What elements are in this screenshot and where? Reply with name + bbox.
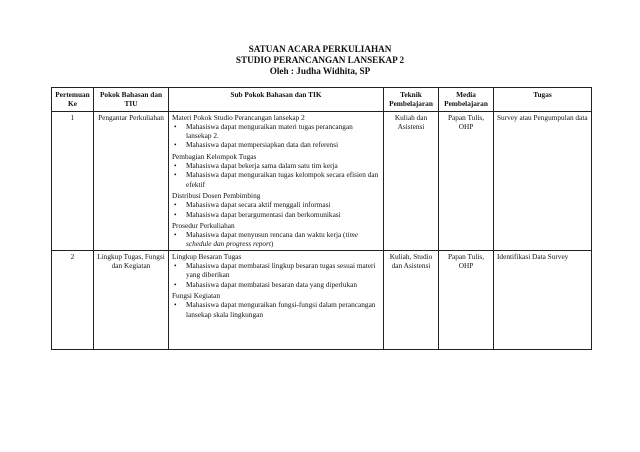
- topic-group: [172, 291, 380, 319]
- list-item: • Mahasiswa dapat menyusun rencana dan waktu kerja (time schedule dan progress report): [174, 230, 359, 249]
- topic-group: [172, 152, 380, 189]
- bullet-icon: •: [174, 200, 177, 210]
- bullet-icon: •: [174, 209, 177, 219]
- topic-title: Pembagian Kelompok Tugas: [172, 151, 257, 161]
- col-header-sub-pokok: Sub Pokok Bahasan dan TIK: [169, 88, 384, 112]
- syllabus-table: [51, 87, 592, 350]
- bullet-icon: •: [174, 279, 177, 289]
- col-header-tugas: Tugas: [494, 88, 592, 112]
- header-author: Oleh : Judha Widhita, SP: [269, 66, 371, 76]
- cell-pokok-bahasan: Lingkup Tugas, Fungsi dan Kegiatan: [94, 250, 169, 349]
- cell-sub-pokok: [169, 250, 384, 349]
- list-item: • Mahasiswa dapat membatasi besaran data yang diperlukan: [174, 279, 358, 289]
- topic-group: [172, 221, 380, 249]
- cell-sub-pokok: [169, 111, 384, 250]
- bullet-icon: •: [174, 140, 177, 150]
- list-item: • Mahasiswa dapat menguraikan materi tugas perancangan lansekap 2.: [174, 121, 353, 141]
- col-header-pokok-bahasan: Pokok Bahasan dan TIU: [94, 88, 169, 112]
- topic-title: Prosedur Perkuliahan: [172, 220, 235, 230]
- list-item: • Mahasiswa dapat mempersiapkan data dan referensi: [174, 140, 339, 150]
- cell-teknik: Kuliah dan Asistensi: [384, 111, 439, 250]
- topic-group: [172, 113, 380, 150]
- list-item: • Mahasiswa dapat bekerja sama dalam satu tim kerja: [174, 161, 338, 171]
- cell-pokok-bahasan: Pengantar Perkuliahan: [94, 111, 169, 250]
- bullet-icon: •: [174, 300, 177, 310]
- list-item: • Mahasiswa dapat secara aktif menggali informasi: [174, 200, 331, 210]
- bullet-icon: •: [174, 121, 177, 131]
- cell-pertemuan: 2: [52, 250, 94, 349]
- topic-title: Lingkup Besaran Tugas: [172, 251, 242, 261]
- cell-tugas: Identifikasi Data Survey: [494, 250, 592, 349]
- bullet-icon: •: [174, 161, 177, 171]
- topic-title: Distribusi Dosen Pembimbing: [172, 190, 261, 200]
- topic-title: Fungsi Kegiatan: [172, 290, 221, 300]
- cell-media: Papan Tulis, OHP: [439, 250, 494, 349]
- cell-media: Papan Tulis, OHP: [439, 111, 494, 250]
- bullet-icon: •: [174, 170, 177, 180]
- list-item: • Mahasiswa dapat berargumentasi dan berkomunikasi: [174, 209, 341, 219]
- cell-pertemuan: 1: [52, 111, 94, 250]
- cell-tugas: Survey atau Pengumpulan data: [494, 111, 592, 250]
- document-header: [0, 44, 640, 77]
- col-header-pertemuan: Pertemuan Ke: [52, 88, 94, 112]
- col-header-teknik: Teknik Pembelajaran: [384, 88, 439, 112]
- list-item: • Mahasiswa dapat menguraikan tugas kelompok secara efisien dan efektif: [174, 170, 379, 189]
- table-row: [52, 250, 592, 349]
- table-row: [52, 111, 592, 250]
- topic-title: Materi Pokok Studio Perancangan lansekap 2: [172, 112, 305, 122]
- bullet-icon: •: [174, 230, 177, 240]
- cell-teknik: Kuliah, Studio dan Asistensi: [384, 250, 439, 349]
- header-course: STUDIO PERANCANGAN LANSEKAP 2: [235, 55, 405, 65]
- topic-group: [172, 252, 380, 289]
- list-item: • Mahasiswa dapat menguraikan fungsi-fungsi dalam perancangan lansekap skala lingkungan: [174, 300, 376, 319]
- table-header-row: [52, 88, 592, 112]
- topic-group: [172, 191, 380, 219]
- header-title: SATUAN ACARA PERKULIAHAN: [248, 44, 392, 54]
- bullet-icon: •: [174, 261, 177, 271]
- col-header-media: Media Pembelajaran: [439, 88, 494, 112]
- list-item: • Mahasiswa dapat membatasi lingkup besaran tugas sesuai materi yang diberikan: [174, 261, 376, 280]
